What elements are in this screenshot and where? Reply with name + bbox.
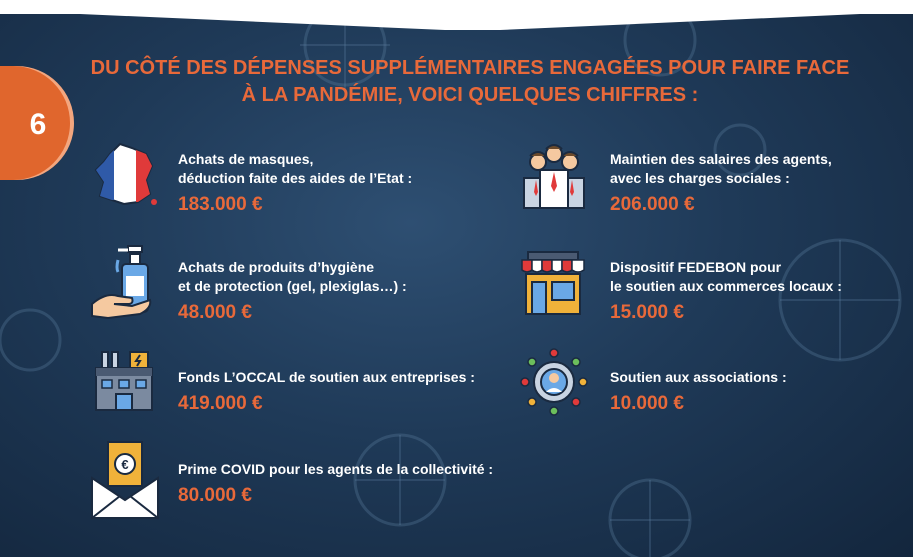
item-masks [178,150,412,216]
item-amount: 10.000 € [610,393,684,414]
employees-icon [518,140,590,212]
title-line-2: À LA PANDÉMIE, VOICI QUELQUES CHIFFRES : [241,84,699,106]
item-covid-bonus [178,460,493,507]
item-label-line-1: Fonds L’OCCAL de soutien aux entreprises : [178,369,475,385]
item-salaries [610,150,832,216]
item-amount: 80.000 € [178,485,252,506]
item-label-line-1: Prime COVID pour les agents de la collectivité : [178,461,494,477]
item-label-line-2: et de protection (gel, plexiglas…) : [178,278,407,294]
item-label-line-1: Dispositif FEDEBON pour [610,259,782,275]
page-title [60,55,880,109]
title-line-1: DU CÔTÉ DES DÉPENSES SUPPLÉMENTAIRES ENGAGÉES POUR FAIRE FACE [90,57,850,79]
item-label-line-1: Soutien aux associations : [610,369,787,385]
item-label-line-1: Maintien des salaires des agents, [610,151,832,167]
item-amount: 15.000 € [610,302,684,323]
shop-icon [520,248,586,318]
svg-text:€: € [121,457,129,472]
item-amount: 48.000 € [178,302,252,323]
item-label-line-1: Achats de produits d’hygiène [178,259,375,275]
hand-sanitizer-icon [88,242,160,322]
item-label-line-1: Achats de masques, [178,151,314,167]
item-hygiene [178,258,407,324]
item-label-line-2: déduction faite des aides de l’Etat : [178,170,413,186]
factory-icon [92,350,156,414]
section-number: 6 [29,108,47,141]
item-label-line-2: avec les charges sociales : [610,170,790,186]
france-map-icon [90,140,160,210]
item-amount: 206.000 € [610,194,695,215]
item-fedebon [610,258,842,324]
network-people-icon [520,348,588,416]
item-amount: 419.000 € [178,393,263,414]
top-frame [0,0,913,30]
item-associations [610,368,787,415]
item-occal [178,368,475,415]
item-amount: 183.000 € [178,194,263,215]
item-label-line-2: le soutien aux commerces locaux : [610,278,842,294]
envelope-euro-icon [90,438,160,520]
